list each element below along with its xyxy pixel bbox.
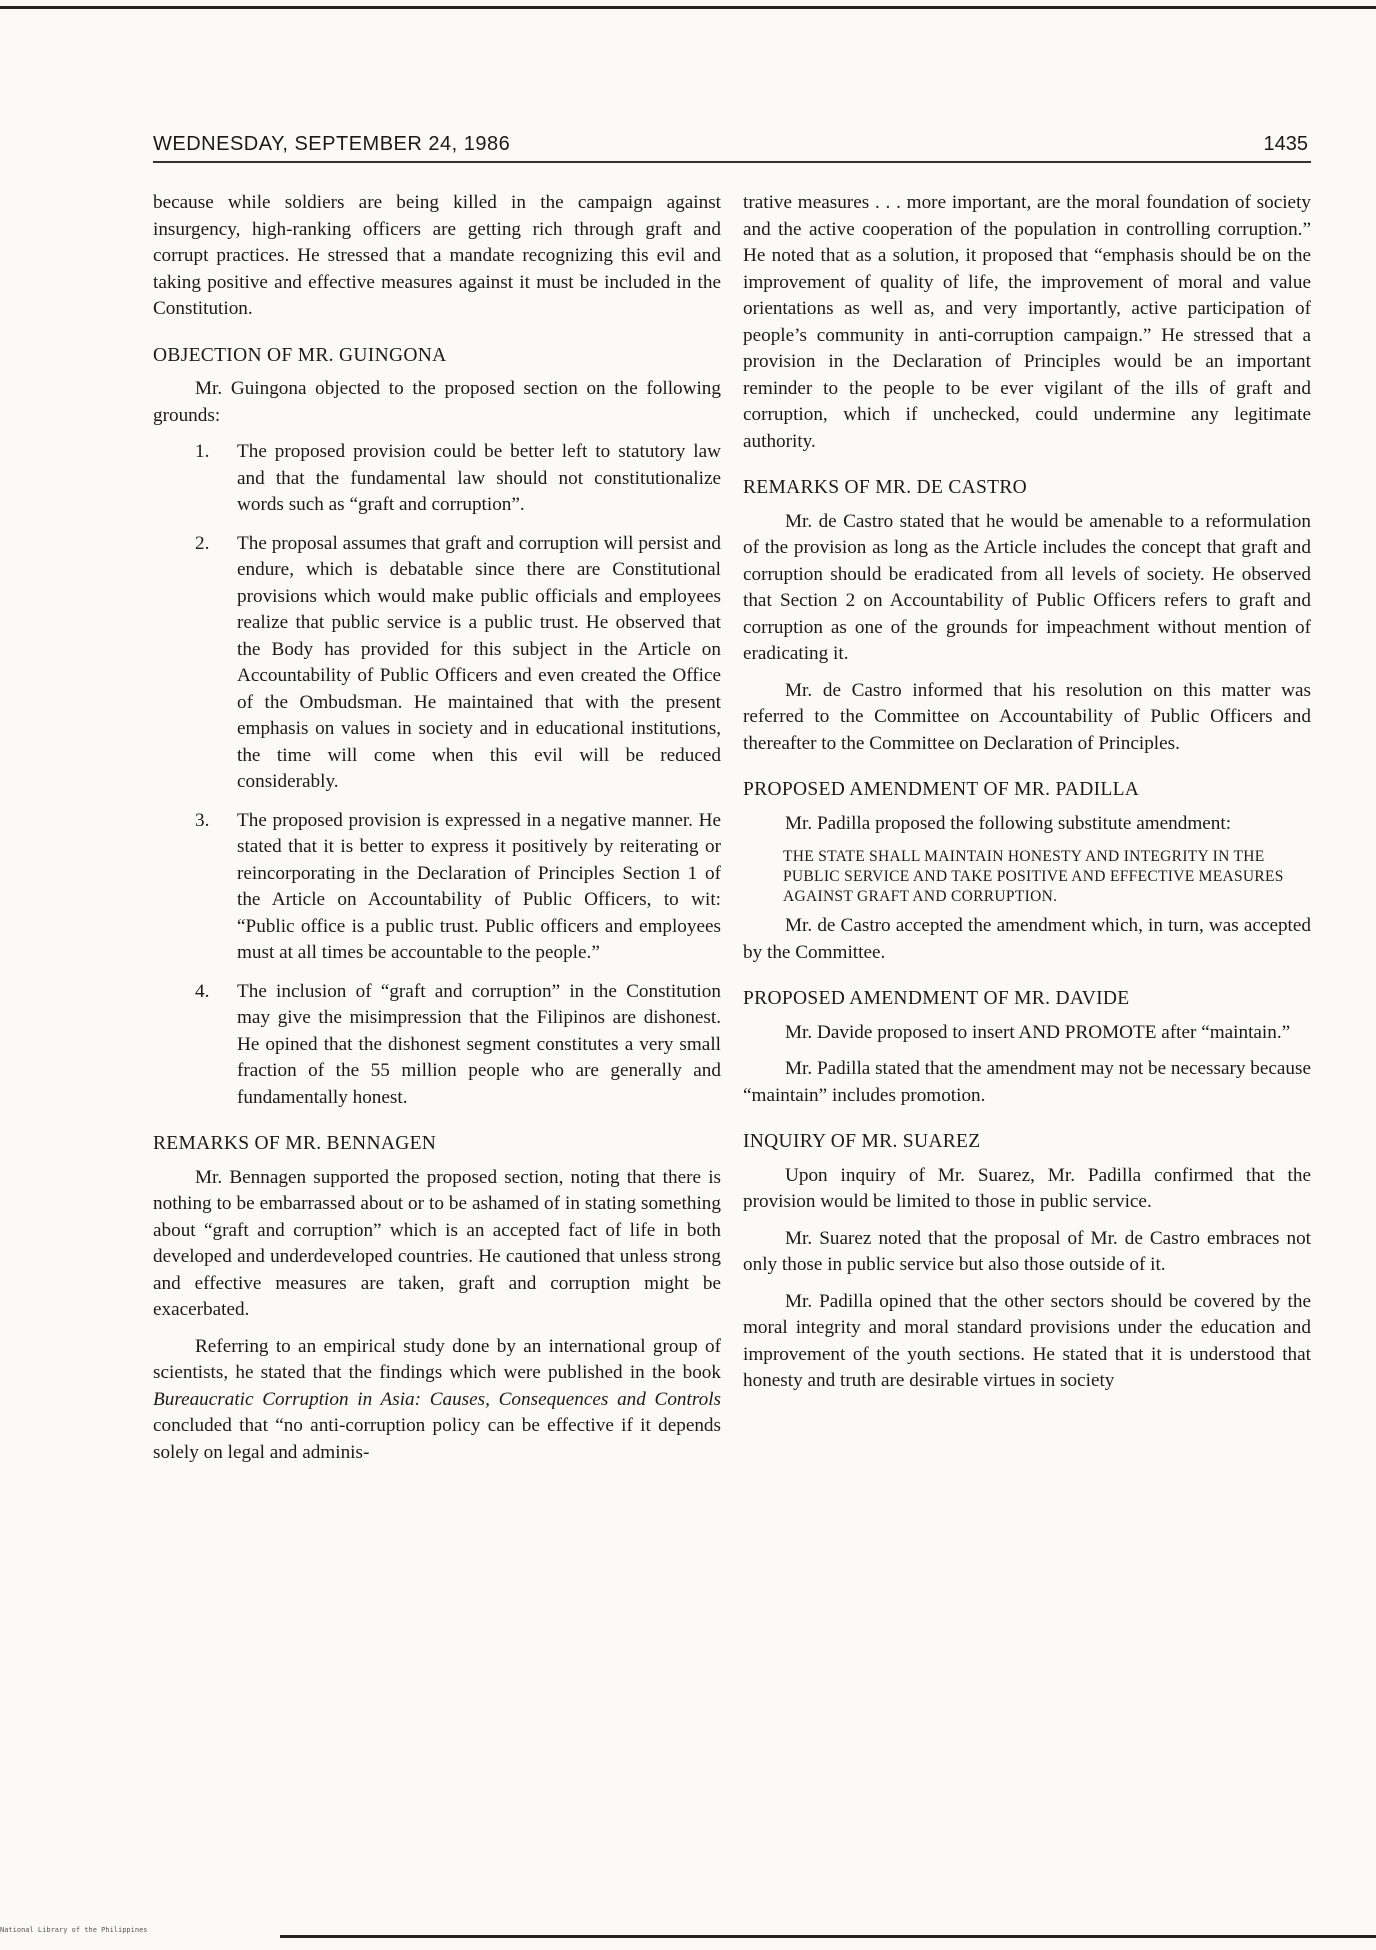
- heading-objection-guingona: OBJECTION OF MR. GUINGONA: [153, 344, 447, 366]
- heading-amendment-davide: PROPOSED AMENDMENT OF MR. DAVIDE: [743, 988, 1130, 1009]
- list-text: The proposed provision could be better left to statutory law and that the fundamental law should not constitutionalize words such as “graft and corruption”.: [237, 441, 721, 515]
- amendment-text: THE STATE SHALL MAINTAIN HONESTY AND INTEGRITY IN THE PUBLIC SERVICE AND TAKE POSITIVE AND EFFECTIVE MEASURES AGAINST GRAFT AND CORRUPTION.: [783, 848, 1284, 905]
- page-number: 1435: [1263, 133, 1308, 155]
- list-number: 3.: [195, 809, 210, 831]
- heading-amendment-padilla: PROPOSED AMENDMENT OF MR. PADILLA: [743, 779, 1140, 800]
- heading-inquiry-suarez: INQUIRY OF MR. SUAREZ: [743, 1131, 981, 1152]
- text-run: concluded that “no anti-corruption policy can be effective if it depends solely on legal and adminis-: [153, 1415, 721, 1463]
- list-item: [153, 439, 721, 519]
- paragraph-padilla-1: Mr. Padilla proposed the following substitute amendment:: [785, 812, 1232, 834]
- paragraph-suarez-3: Mr. Padilla opined that the other sectors should be covered by the moral integrity and moral standard provisions under the education and improvement of the youth sections. He stated that it is understood that honesty and truth are desirable virtues in society: [743, 1290, 1311, 1391]
- paragraph-padilla-2: Mr. de Castro accepted the amendment which, in turn, was accepted by the Committee.: [743, 915, 1311, 963]
- scan-footer-label: National Library of the Philippines: [0, 1926, 148, 1934]
- book-title: Bureaucratic Corruption in Asia: Causes, Consequences and Controls: [153, 1388, 721, 1410]
- paragraph-suarez-2: Mr. Suarez noted that the proposal of Mr. de Castro embraces not only those in public service but also those outside of it.: [743, 1227, 1311, 1275]
- list-item: [153, 979, 721, 1112]
- list-number: 2.: [195, 532, 210, 554]
- paragraph-guingona: Mr. Guingona objected to the proposed section on the following grounds:: [153, 378, 721, 426]
- list-text: The proposed provision is expressed in a negative manner. He stated that it is better to express it positively by reiterating or reincorporating in the Declaration of Principles Section 1 of the Article on Accountability of Public Officers, to wit: “Public office is a public trust. Public officers and employees must at all times be accountable to the people.”: [237, 809, 721, 963]
- paragraph-bennagen-2: [153, 1334, 721, 1467]
- page-header: [153, 133, 1308, 159]
- list-number: 4.: [195, 980, 210, 1002]
- heading-remarks-de-castro: REMARKS OF MR. DE CASTRO: [743, 477, 1028, 498]
- paragraph-de-castro-2: Mr. de Castro informed that his resolution on this matter was referred to the Committee on Accountability of Public Officers and thereafter to the Committee on Declaration of Principles.: [743, 679, 1311, 754]
- grounds-list: [153, 439, 721, 1111]
- bottom-scan-rule: [280, 1935, 1376, 1938]
- heading-remarks-bennagen: REMARKS OF MR. BENNAGEN: [153, 1133, 437, 1154]
- paragraph-davide-2: Mr. Padilla stated that the amendment may not be necessary because “maintain” includes promotion.: [743, 1058, 1311, 1106]
- right-column: [743, 190, 1311, 1405]
- header-rule: [153, 161, 1311, 163]
- list-item: [153, 531, 721, 796]
- top-scan-rule: [0, 6, 1376, 9]
- list-number: 1.: [195, 441, 210, 462]
- paragraph-intro: because while soldiers are being killed in the campaign against insurgency, high-ranking officers are getting rich through graft and corrupt practices. He stressed that a mandate recognizing this evil and taking positive and effective measures against it must be included in the Constitution.: [153, 192, 721, 319]
- list-text: The proposal assumes that graft and corruption will persist and endure, which is debatable since there are Constitutional provisions which would make public officials and employees realize that public service is a public trust. He observed that the Body has provided for this subject in the Article on Accountability of Public Officers and even created the Office of the Ombudsman. He maintained that with the present emphasis on values in society and in educational institutions, the time will come when this evil will be reduced considerably.: [237, 532, 721, 792]
- paragraph-suarez-1: Upon inquiry of Mr. Suarez, Mr. Padilla confirmed that the provision would be limited to those in public service.: [743, 1164, 1311, 1212]
- header-date: WEDNESDAY, SEPTEMBER 24, 1986: [153, 133, 511, 155]
- list-item: [153, 808, 721, 967]
- paragraph-davide-1: Mr. Davide proposed to insert AND PROMOTE after “maintain.”: [785, 1021, 1291, 1043]
- paragraph-bennagen-1: Mr. Bennagen supported the proposed section, noting that there is nothing to be embarrassed about or to be ashamed of in stating something about “graft and corruption” which is an accepted fact of life in both developed and underdeveloped countries. He cautioned that unless strong and effective measures are taken, graft and corruption might be exacerbated.: [153, 1166, 721, 1320]
- paragraph-de-castro-1: Mr. de Castro stated that he would be amenable to a reformulation of the provision as long as the Article includes the concept that graft and corruption should be eradicated from all levels of society. He observed that Section 2 on Accountability of Public Officers refers to graft and corruption as one of the grounds for impeachment without mention of eradicating it.: [743, 510, 1311, 664]
- text-run: Referring to an empirical study done by an international group of scientists, he stated that the findings which were published in the book: [153, 1335, 721, 1383]
- paragraph-continued: trative measures . . . more important, are the moral foundation of society and the active cooperation of the population in controlling corruption.” He noted that as a solution, it proposed that “emphasis should be on the improvement of quality of life, the improvement of moral and value orientations as well as, and very importantly, active participation of people’s community in anti-corruption campaign.” He stressed that a provision in the Declaration of Principles would be an important reminder to the people to be ever vigilant of the ills of graft and corruption, which if unchecked, could undermine any legitimate authority.: [743, 192, 1311, 452]
- left-column: [153, 190, 721, 1476]
- list-text: The inclusion of “graft and corruption” in the Constitution may give the misimpression that the Filipinos are dishonest. He opined that the dishonest segment constitutes a very small fraction of the 55 million people who are generally and fundamentally honest.: [237, 980, 721, 1108]
